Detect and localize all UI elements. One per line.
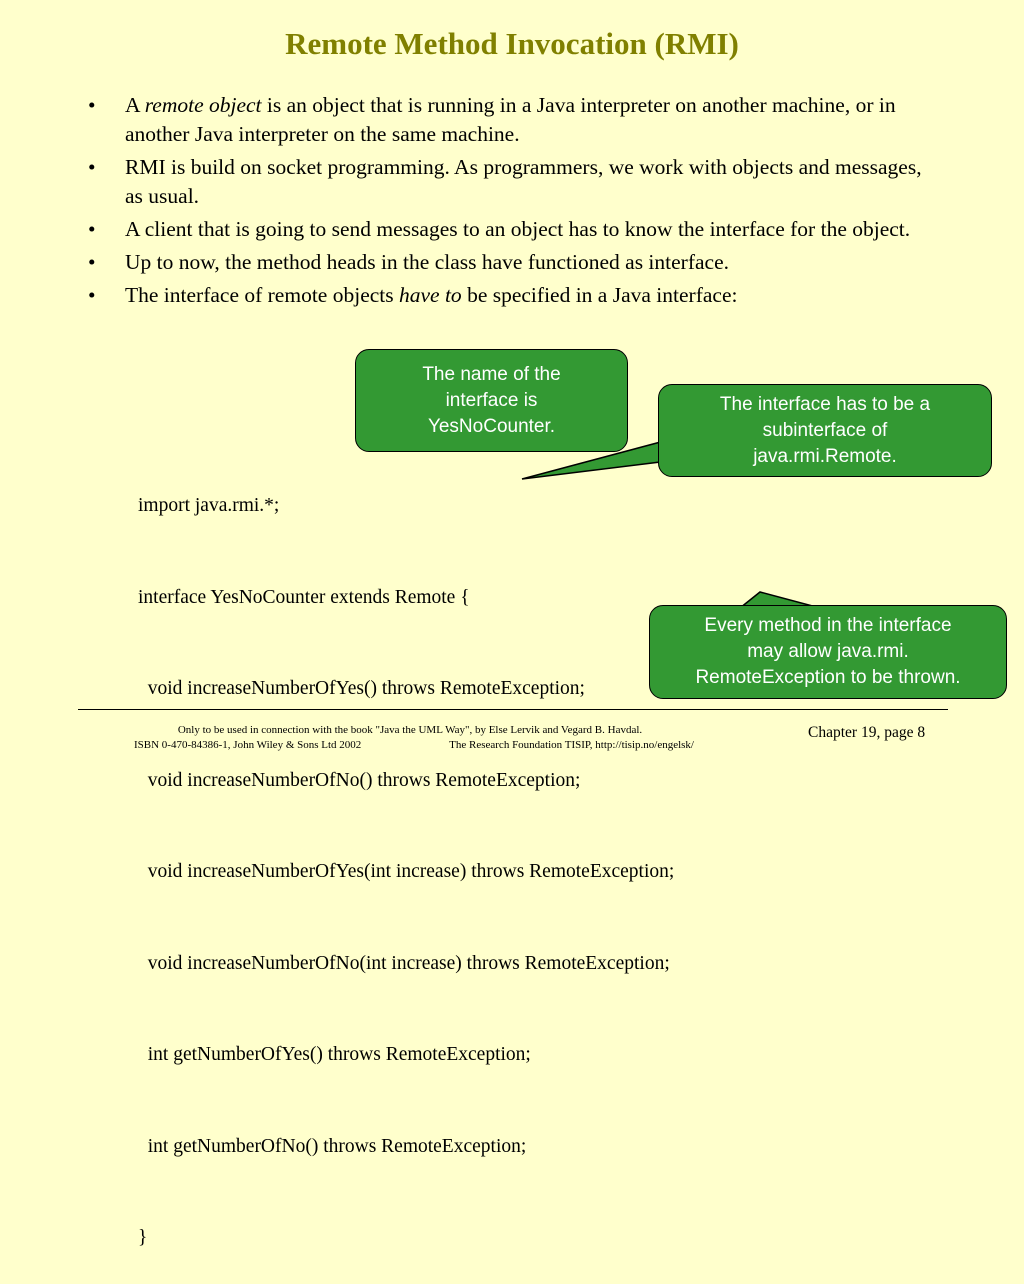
- code-line: import java.rmi.*;: [138, 495, 280, 516]
- footer-line-1: Only to be used in connection with the book "Java the UML Way", by Else Lervik and Vegard B. Havdal.: [177, 724, 643, 736]
- slide-title: Remote Method Invocation (RMI): [285, 26, 739, 61]
- code-line: void increaseNumberOfYes(int increase) throws RemoteException;: [138, 861, 675, 882]
- bullet-marker: •: [88, 155, 96, 179]
- bullet-text: is an object that is running in a Java interpreter on another machine, or in another Java interpreter on the same machine.: [125, 93, 896, 146]
- callout-line: YesNoCounter.: [427, 415, 556, 437]
- code-line: int getNumberOfYes() throws RemoteException;: [138, 1044, 531, 1065]
- code-line: interface YesNoCounter extends Remote {: [138, 586, 470, 608]
- bullet-marker: •: [88, 217, 96, 241]
- bullet-marker: •: [88, 93, 96, 117]
- bullet-marker: •: [88, 283, 96, 307]
- bullet-text: The interface of remote objects: [125, 283, 399, 307]
- code-line: int getNumberOfNo() throws RemoteException;: [138, 1135, 527, 1157]
- footer-foundation: The Research Foundation TISIP, http://tisip.no/engelsk/: [449, 739, 694, 751]
- callout-exception: [649, 605, 1007, 699]
- code-line: void increaseNumberOfYes() throws RemoteException;: [138, 678, 585, 699]
- callout-line: The name of the: [422, 363, 561, 385]
- bullet-marker: •: [88, 250, 96, 274]
- bullet-text: RMI is build on socket programming. As programmers, we work with objects and messages, as usual.: [125, 155, 922, 208]
- callout-line: Every method in the interface: [704, 615, 952, 636]
- callout-line: RemoteException to be thrown.: [695, 667, 961, 688]
- page-number: Chapter 19, page 8: [808, 724, 926, 741]
- bullet-text: A: [125, 93, 145, 117]
- code-line: }: [138, 1227, 148, 1248]
- bullet-text: Up to now, the method heads in the class have functioned as interface.: [125, 250, 729, 274]
- callout-line: may allow java.rmi.: [747, 641, 909, 662]
- bullet-text: be specified in a Java interface:: [461, 283, 738, 307]
- callout-line: java.rmi.Remote.: [753, 445, 897, 467]
- footer-isbn: ISBN 0-470-84386-1, John Wiley & Sons Ltd 2002: [134, 739, 362, 751]
- code-line: void increaseNumberOfNo() throws RemoteException;: [138, 769, 581, 791]
- callout-line: subinterface of: [762, 419, 888, 441]
- callout-line: The interface has to be a: [719, 393, 931, 415]
- code-line: void increaseNumberOfNo(int increase) throws RemoteException;: [138, 952, 670, 974]
- callout-interface-name: [355, 349, 628, 452]
- bullet-emphasis: remote object: [144, 93, 262, 117]
- callout-subinterface: [658, 384, 992, 477]
- bullet-emphasis: have to: [399, 283, 462, 307]
- callout-line: interface is: [445, 389, 538, 411]
- bullet-text: A client that is going to send messages to an object has to know the interface for the object.: [125, 217, 911, 241]
